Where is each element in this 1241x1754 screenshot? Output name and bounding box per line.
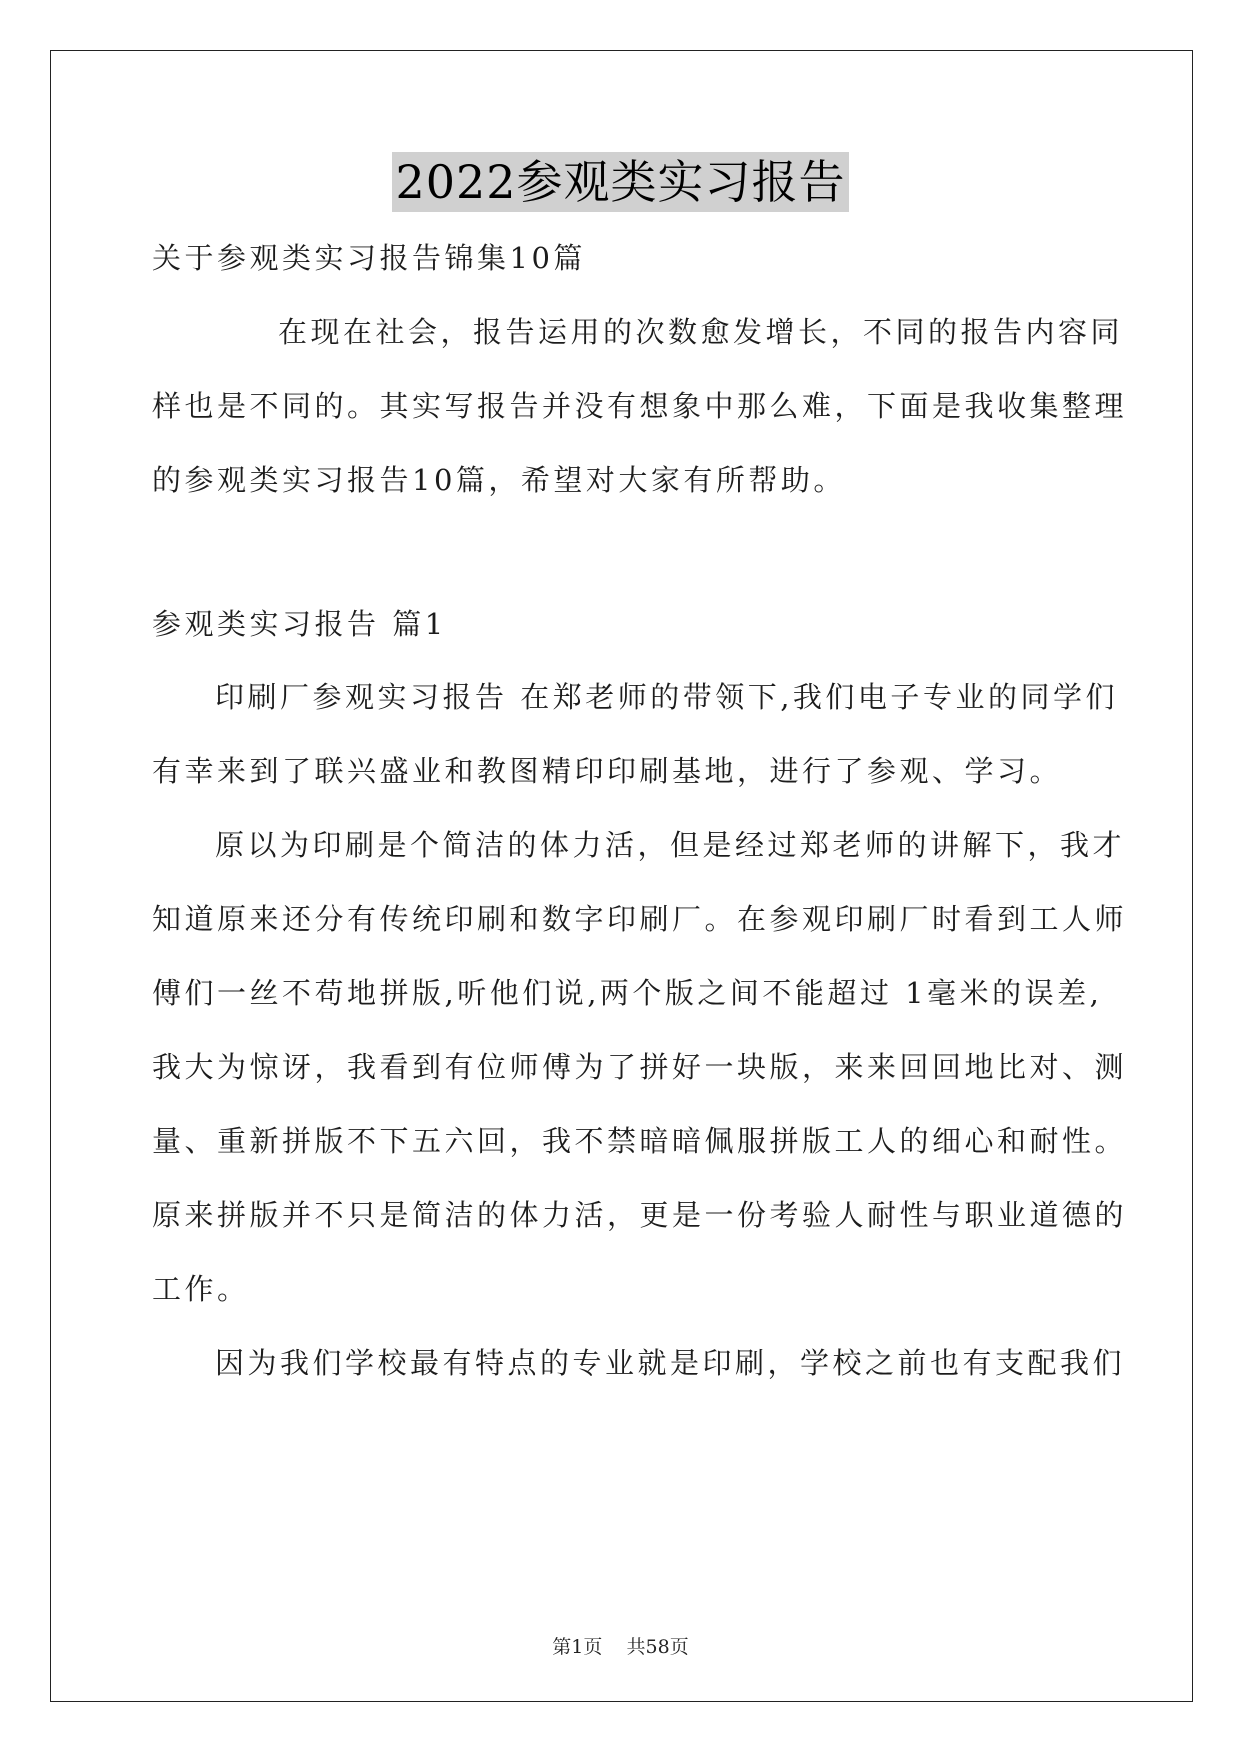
- intro-line: 在现在社会，报告运用的次数愈发增长，不同的报告内容同: [278, 315, 1124, 349]
- body-line: 印刷厂参观实习报告 在郑老师的带领下,我们电子专业的同学们: [215, 680, 1118, 714]
- title-container: [0, 152, 1241, 212]
- intro-line: 样也是不同的。其实写报告并没有想象中那么难，下面是我收集整理: [152, 389, 1128, 423]
- page-border: [50, 50, 1193, 1702]
- footer-total-suffix: 页: [669, 1636, 689, 1658]
- footer-page-number: 1: [571, 1636, 584, 1658]
- footer-page-suffix: 页: [583, 1636, 603, 1658]
- body-line: 原来拼版并不只是简洁的体力活，更是一份考验人耐性与职业道德的: [152, 1198, 1128, 1232]
- footer-total-prefix: 共: [626, 1636, 646, 1658]
- body-line: 有幸来到了联兴盛业和教图精印印刷基地，进行了参观、学习。: [152, 754, 1063, 788]
- footer-page-prefix: 第: [552, 1636, 572, 1658]
- footer-total-pages: 58: [645, 1636, 670, 1658]
- intro-line: 的参观类实习报告10篇，希望对大家有所帮助。: [152, 463, 846, 497]
- section-heading: 参观类实习报告 篇1: [152, 607, 447, 641]
- page-footer: [0, 1632, 1241, 1659]
- document-title: 2022参观类实习报告: [392, 152, 848, 212]
- body-line: 量、重新拼版不下五六回，我不禁暗暗佩服拼版工人的细心和耐性。: [152, 1124, 1128, 1158]
- subtitle: 关于参观类实习报告锦集10篇: [152, 241, 586, 275]
- body-line: 原以为印刷是个简洁的体力活，但是经过郑老师的讲解下，我才: [215, 828, 1126, 862]
- body-line: 知道原来还分有传统印刷和数字印刷厂。在参观印刷厂时看到工人师: [152, 902, 1128, 936]
- body-line: 我大为惊讶，我看到有位师傅为了拼好一块版，来来回回地比对、测: [152, 1050, 1128, 1084]
- body-line: 傅们一丝不苟地拼版,听他们说,两个版之间不能超过 1毫米的误差,: [152, 976, 1103, 1010]
- body-line: 因为我们学校最有特点的专业就是印刷，学校之前也有支配我们: [215, 1346, 1126, 1380]
- body-line: 工作。: [152, 1272, 250, 1306]
